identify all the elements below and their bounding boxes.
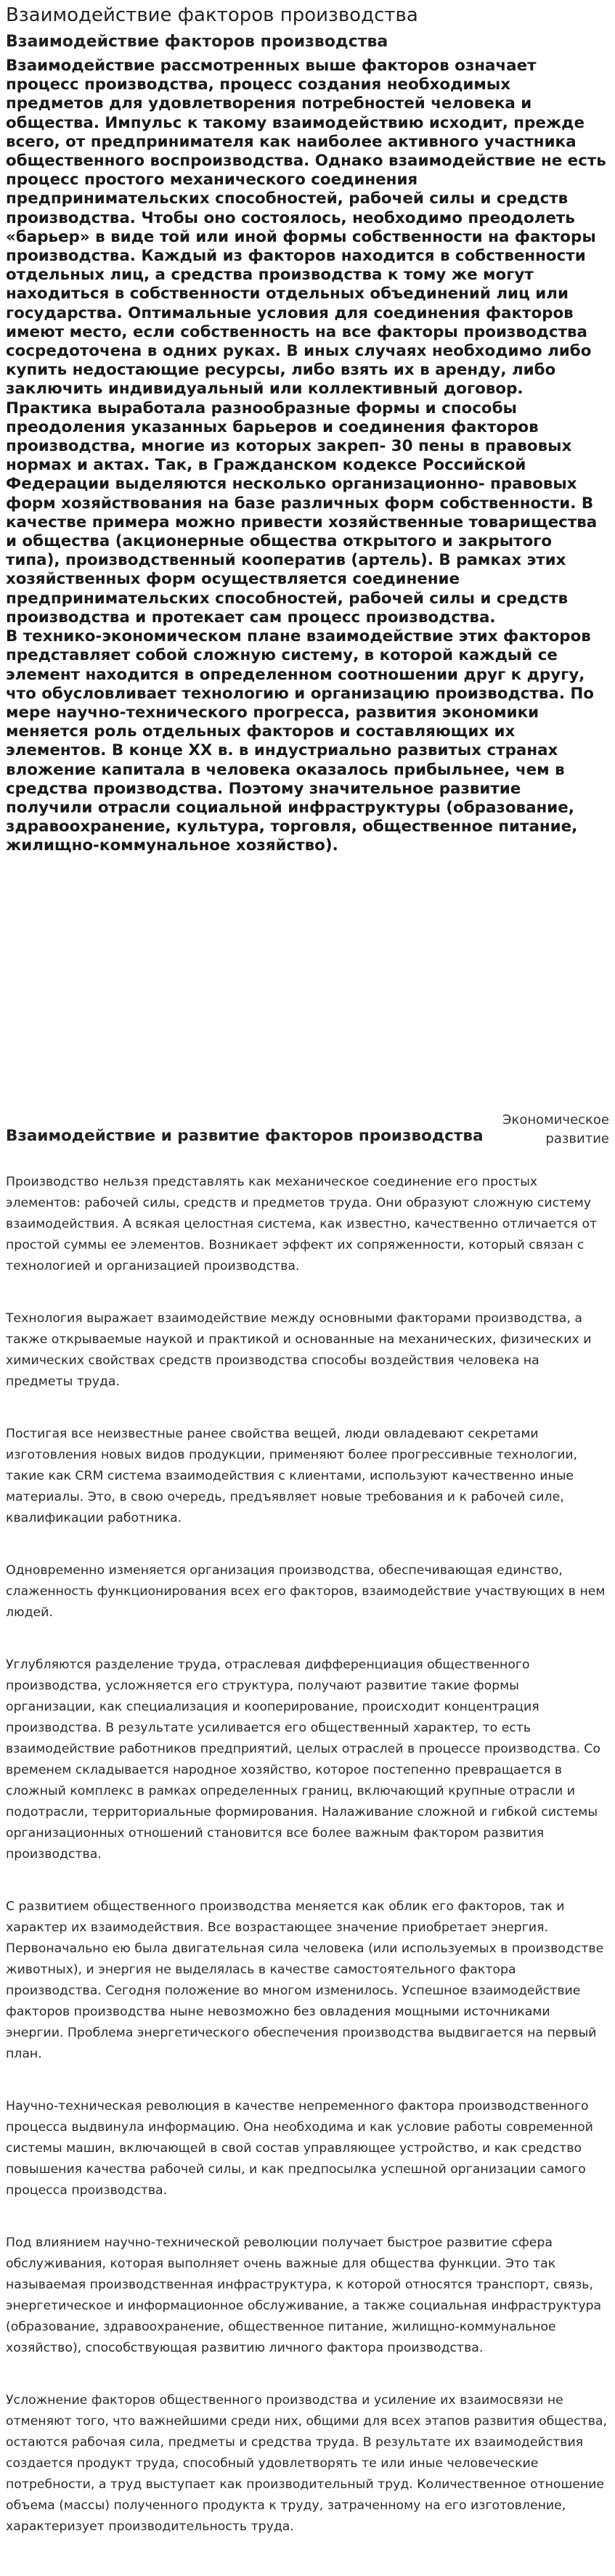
section-body bbox=[6, 1172, 609, 2538]
paragraph: С развитием общественного производства меняется как облик его факторов, так и характер их взаимодействия. Все возрастающее значение приобретает энергия. Первоначально ею была двигательная сила человека (или используемых в производстве животных), и энергия не выделялась в качестве самостоятельного фактора производства. Сегодня положение во многом изменилось. Успешное взаимодействие факторов производства ныне невозможно без овладения мощными источниками энергии. Проблема энергетического обеспечения производства выдвигается на первый план. bbox=[6, 1899, 604, 2061]
section-header bbox=[6, 1111, 609, 1157]
section-factors-development bbox=[6, 1111, 609, 2569]
paragraph: Постигая все неизвестные ранее свойства вещей, люди овладевают секретами изготовления новых видов продукции, применяют более прогрессивные технологии, такие как CRM система взаимодействия с клиентами, используют качественно иные материалы. Это, в свою очередь, предъявляет новые требования и к рабочей силе, квалификации работника. bbox=[6, 1427, 578, 1525]
paragraph: Усложнение факторов общественного производства и усиление их взаимосвязи не отменяют того, что важнейшими среди них, общими для всех этапов развития общества, остаются рабочая сила, предметы и средства труда. В результате их взаимодействия создается продукт труда, способный удовлетворять те или иные человеческие потребности, а труд выступает как производительный труд. Количественное отношение объема (массы) полученного продукта к труду, затраченному на его изготовление, характеризует производительность труда. bbox=[6, 2393, 607, 2534]
section-factors-interaction bbox=[6, 30, 609, 856]
paragraph: Взаимодействие рассмотренных выше факторов означает процесс производства, процесс создания необходимых предметов для удовлетворения потребностей человека и общества. Импульс к такому взаимодействию исходит, прежде всего, от предпринимателя как наиболее активного участника общественного воспроизводства. Однако взаимодействие не есть процесс простого механического соединения предпринимательских способностей, рабочей силы и средств производства. Чтобы оно состоялось, необходимо преодолеть «барьер» в виде той или иной формы собственности на факторы производства. Каждый из факторов находится в собственности отдельных лиц, а средства производства к тому же могут находиться в собственности отдельных объединений лиц или государства. Оптимальные условия для соединения факторов имеют место, если собственность на все факторы производства сосредоточена в одних руках. В иных случаях необходимо либо купить недостающие ресурсы, либо взять их в аренду, либо заключить индивидуальный или коллективный договор. Практика выработала разнообразные формы и способы преодоления указанных барьеров и соединения факторов производства, многие из которых закреп- 30 пены в правовых нормах и актах. Так, в Гражданском кодексе Российской Федерации выделяются несколько организационно- правовых форм хозяйствования на базе различных форм собственности. В качестве примера можно привести хозяйственные товарищества и общества (акционерные общества открытого и закрытого типа), производственный кооператив (артель). В рамках этих хозяйственных форм осуществляется соединение предпринимательских способностей, рабочей силы и средств производства и протекает сам процесс производства. bbox=[6, 57, 606, 627]
paragraph: Под влиянием научно-технической революции получает быстрое развитие сфера обслуживания, которая выполняет очень важные для общества функции. Это так называемая производственная инфраструктура, к которой относятся транспорт, связь, энергетическое и информационное обслуживание, а также социальная инфраструктура (образование, здравоохранение, общественное питание, жилищно-коммунальное хозяйство), способствующая развитию личного фактора производства. bbox=[6, 2235, 602, 2355]
paragraph: В технико-экономическом плане взаимодействие этих факторов представляет собой сложную систему, в которой каждый се элемент находится в определенном соотношении друг к другу, что обусловливает технологию и организацию производства. По мере научно-технического прогресса, развития экономики меняется роль отдельных факторов и составляющих их элементов. В конце XX в. в индустриально развитых странах вложение капитала в человека оказалось прибыльнее, чем в средства производства. Поэтому значительное развитие получили отрасли социальной инфраструктуры (образование, здравоохранение, культура, торговля, общественное питание, жилищно-коммунальное хозяйство). bbox=[6, 627, 595, 855]
paragraph: Углубляются разделение труда, отраслевая дифференциация общественного производства, усложняется его структура, получают развитие такие формы организации, как специализация и кооперирование, происходит концентрация производства. В результате усиливается его общественный характер, то есть взаимодействие работников предприятий, целых отраслей в процессе производства. Со временем складывается народное хозяйство, которое постепенно превращается в сложный комплекс в рамках определенных границ, включающий крупные отрасли и подотрасли, территориальные формирования. Налаживание сложной и гибкой системы организационных отношений становится все более важным фактором развития производства. bbox=[6, 1658, 600, 1862]
page-title: Взаимодействие факторов производства bbox=[6, 4, 418, 26]
section-heading: Взаимодействие факторов производства bbox=[6, 33, 388, 51]
section-heading: Взаимодействие и развитие факторов производства bbox=[6, 1127, 484, 1145]
paragraph: Производство нельзя представлять как механическое соединение его простых элементов: рабочей силы, средств и предметов труда. Они образуют сложную систему взаимодействия. А всякая целостная система, как известно, качественно отличается от простой суммы ее элементов. Возникает эффект их сопряженности, который связан с технологией и организацией производства. bbox=[6, 1175, 598, 1273]
paragraph: Научно-техническая революция в качестве непременного фактора производственного процесса выдвинула информацию. Она необходима и как условие работы современной системы машин, включающей в свой состав управляющее устройство, и как средство повышения качества рабочей силы, и как предпосылка успешной организации самого процесса производства. bbox=[6, 2099, 593, 2198]
paragraph: Технология выражает взаимодействие между основными факторами производства, а также открываемые наукой и практикой и основанные на механических, физических и химических свойствах средств производства способы воздействия человека на предметы труда. bbox=[6, 1311, 592, 1389]
section-tag: Экономическое развитие bbox=[502, 1112, 609, 1146]
section-body bbox=[6, 57, 609, 856]
paragraph: Одновременно изменяется организация производства, обеспечивающая единство, слаженность функционирования всех его факторов, взаимодействие участвующих в нем людей. bbox=[6, 1563, 606, 1620]
